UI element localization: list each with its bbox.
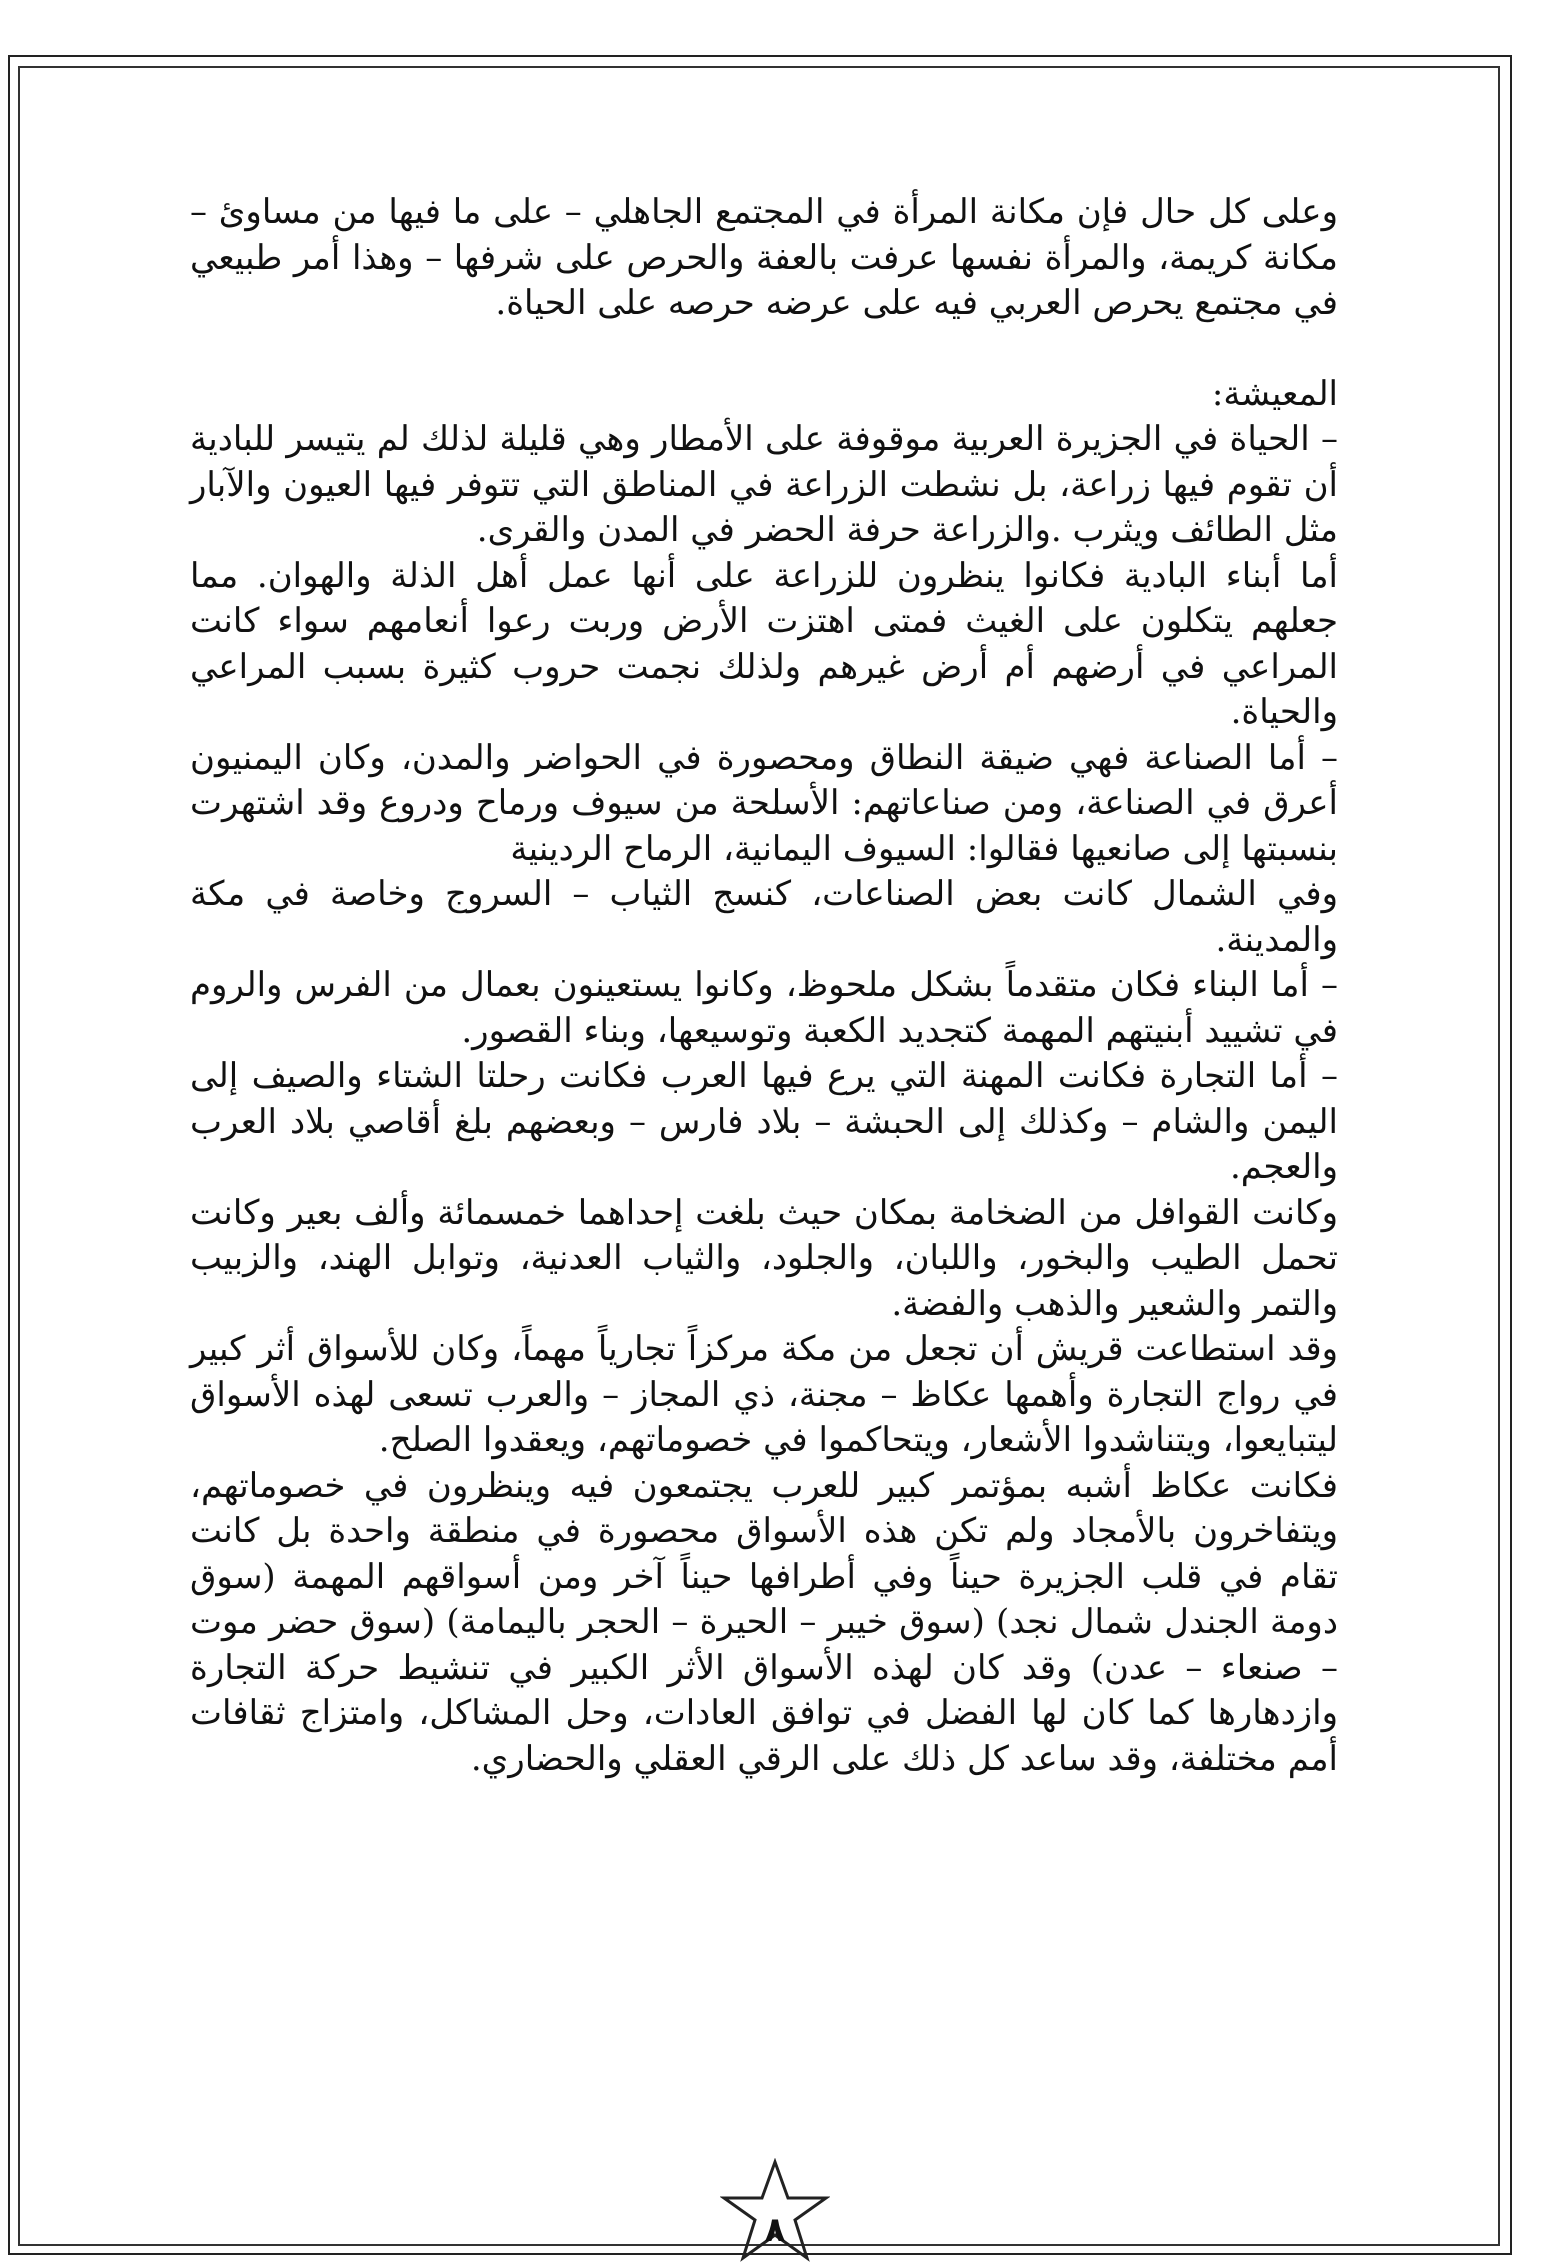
paragraph-industry: – أما الصناعة فهي ضيقة النطاق ومحصورة في الحواضر والمدن، وكان اليمنيون أعرق في الصناعة، ومن صناعاتهم: الأسلحة من سيوف ورماح ودروع وقد اشتهرت بنسبتها إلى صانعيها فقالوا: السيوف اليمانية، الرماح الردينية <box>190 737 1338 869</box>
section-heading-livelihood: المعيشة: <box>1211 373 1338 414</box>
paragraph-north-industry: وفي الشمال كانت بعض الصناعات، كنسج الثياب – السروج وخاصة في مكة والمدينة. <box>190 874 1338 960</box>
paragraph-caravans: وكانت القوافل من الضخامة بمكان حيث بلغت إحداهما خمسمائة وألف بعير وكانت تحمل الطيب والبخور، واللبان، والجلود، والثياب العدنية، وتوابل الهند، والزبيب والتمر والشعير والذهب والفضة. <box>190 1192 1338 1324</box>
paragraph-agriculture: – الحياة في الجزيرة العربية موقوفة على الأمطار وهي قليلة لذلك لم يتيسر للبادية أن تقوم فيها زراعة، بل نشطت الزراعة في المناطق التي تتوفر فيها العيون والآبار مثل الطائف ويثرب .والزراعة حرفة الحضر في المدن والقرى. <box>190 419 1338 550</box>
paragraph-markets: وقد استطاعت قريش أن تجعل من مكة مركزاً تجارياً مهماً، وكان للأسواق أثر كبير في رواج التجارة وأهمها عكاظ – مجنة، ذي المجاز – والعرب تسعى لهذه الأسواق ليتبايعوا، ويتناشدوا الأشعار، ويتحاكموا في خصوماتهم، ويعقدوا الصلح. <box>190 1329 1338 1460</box>
document-body <box>190 190 1338 1782</box>
paragraph-construction: – أما البناء فكان متقدماً بشكل ملحوظ، وكانوا يستعينون بعمال من الفرس والروم في تشييد أبنيتهم المهمة كتجديد الكعبة وتوسيعها، وبناء القصور. <box>190 965 1338 1051</box>
page-number: ٨ <box>764 2210 786 2250</box>
paragraph-trade: – أما التجارة فكانت المهنة التي يرع فيها العرب فكانت رحلتا الشتاء والصيف إلى اليمن والشام – وكذلك إلى الحبشة – بلاد فارس – وبعضهم بلغ أقاصي بلاد العرب والعجم. <box>190 1056 1338 1187</box>
paragraph-bedouins: أما أبناء البادية فكانوا ينظرون للزراعة على أنها عمل أهل الذلة والهوان. مما جعلهم يتكلون على الغيث فمتى اهتزت الأرض وربت رعوا أنعامهم سواء كانت المراعي في أرضهم أم أرض غيرهم ولذلك نجمت حروب كثيرة بسبب المراعي والحياة. <box>190 555 1339 732</box>
paragraph-women-status: وعلى كل حال فإن مكانة المرأة في المجتمع الجاهلي – على ما فيها من مساوئ – مكانة كريمة، والمرأة نفسها عرفت بالعفة والحرص على شرفها – وهذا أمر طبيعي في مجتمع يحرص العربي فيه على عرضه حرصه على الحياة. <box>190 192 1338 323</box>
paragraph-okaz: فكانت عكاظ أشبه بمؤتمر كبير للعرب يجتمعون فيه وينظرون في خصوماتهم، ويتفاخرون بالأمجاد ولم تكن هذه الأسواق محصورة في منطقة واحدة بل كانت تقام في قلب الجزيرة حيناً وفي أطرافها حيناً آخر ومن أسواقهم المهمة (سوق دومة الجندل شمال نجد) (سوق خيبر – الحيرة – الحجر باليمامة) (سوق حضر موت – صنعاء – عدن) وقد كان لهذه الأسواق الأثر الكبير في تنشيط حركة التجارة وازدهارها كما كان لها الفضل في توافق العادات، وحل المشاكل، وامتزاج ثقافات أمم مختلفة، وقد ساعد كل ذلك على الرقي العقلي والحضاري. <box>190 1465 1338 1779</box>
page-number-star <box>720 2158 830 2264</box>
